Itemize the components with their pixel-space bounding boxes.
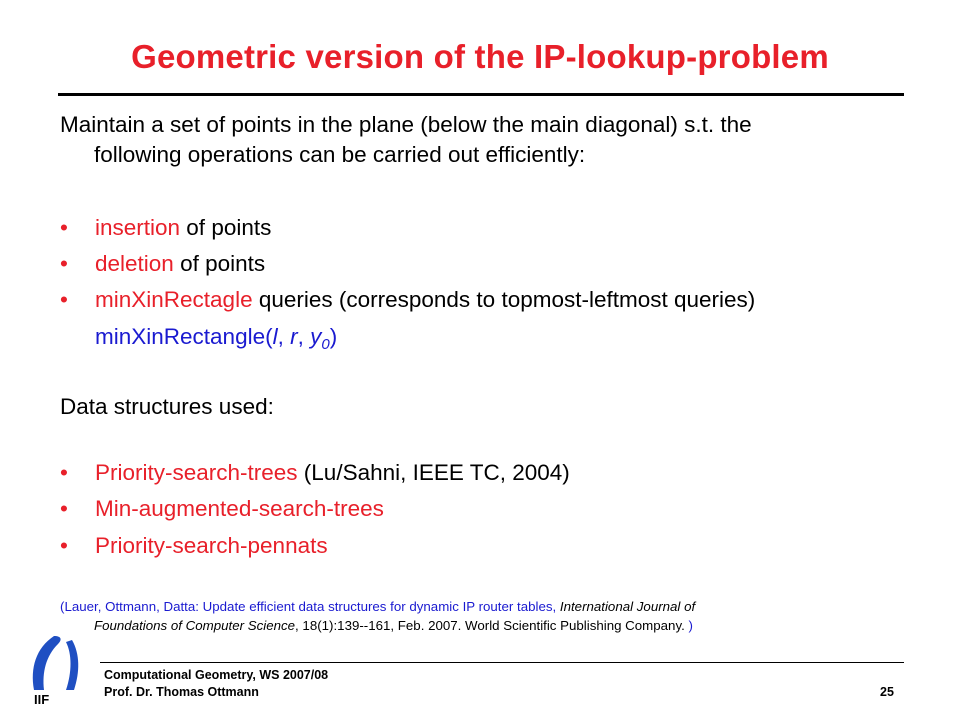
- structure-term: Min-augmented-search-trees: [95, 496, 384, 521]
- slide-title: Geometric version of the IP-lookup-problem: [131, 38, 829, 75]
- query-param-sub: 0: [321, 336, 330, 353]
- query-param-y: y: [310, 324, 322, 349]
- structure-term: Priority-search-pennats: [95, 533, 328, 558]
- structure-rest: (Lu/Sahni, IEEE TC, 2004): [297, 460, 570, 485]
- query-param-r: r: [290, 324, 298, 349]
- query-sep: ,: [297, 324, 311, 349]
- query-name: minXinRectangle(: [95, 324, 273, 349]
- logo-stroke: [66, 640, 78, 690]
- operation-rest: of points: [180, 215, 272, 240]
- intro-line-1: Maintain a set of points in the plane (below the main diagonal) s.t. the: [60, 112, 752, 137]
- operation-term: minXinRectagle: [95, 287, 253, 312]
- footer-info: [104, 667, 328, 701]
- structures-heading: Data structures used:: [60, 394, 274, 419]
- query-param-l: l: [272, 324, 278, 349]
- title-divider: [58, 93, 904, 96]
- operation-rest: of points: [173, 251, 266, 276]
- bullet-marker: •: [60, 251, 68, 276]
- intro-line-2: following operations can be carried out efficiently:: [94, 142, 586, 167]
- bullet-marker: •: [60, 460, 68, 485]
- footer-course: Computational Geometry, WS 2007/08: [104, 668, 329, 682]
- footer-author: Prof. Dr. Thomas Ottmann: [104, 685, 259, 699]
- ref-close-paren: ): [688, 618, 693, 633]
- logo-text: IIF: [34, 692, 50, 706]
- footer-divider: [100, 662, 904, 663]
- query-close: ): [329, 324, 338, 349]
- bullet-marker: •: [60, 215, 68, 240]
- ref-journal-a: International Journal of: [559, 599, 696, 614]
- ref-open-paren: (: [60, 599, 65, 614]
- bullet-marker: •: [60, 496, 68, 521]
- operation-term: deletion: [95, 251, 174, 276]
- reference-citation: [60, 597, 850, 635]
- page-number: 25: [880, 685, 894, 699]
- bullet-marker: •: [60, 533, 68, 558]
- logo-swoosh: [33, 636, 61, 690]
- ref-authors: Lauer, Ottmann, Datta: Update efficient data structures for dynamic IP router tables,: [64, 599, 560, 614]
- operation-term: insertion: [95, 215, 181, 240]
- structure-term: Priority-search-trees: [95, 460, 298, 485]
- ref-journal-b: Foundations of Computer Science: [94, 618, 296, 633]
- intro-paragraph: [60, 110, 954, 170]
- ref-details: , 18(1):139--161, Feb. 2007. World Scientific Publishing Company.: [295, 618, 689, 633]
- bullet-marker: •: [60, 287, 68, 312]
- query-sep: ,: [277, 324, 291, 349]
- operation-rest: queries (corresponds to topmost-leftmost queries): [252, 287, 756, 312]
- iif-logo: [22, 634, 86, 706]
